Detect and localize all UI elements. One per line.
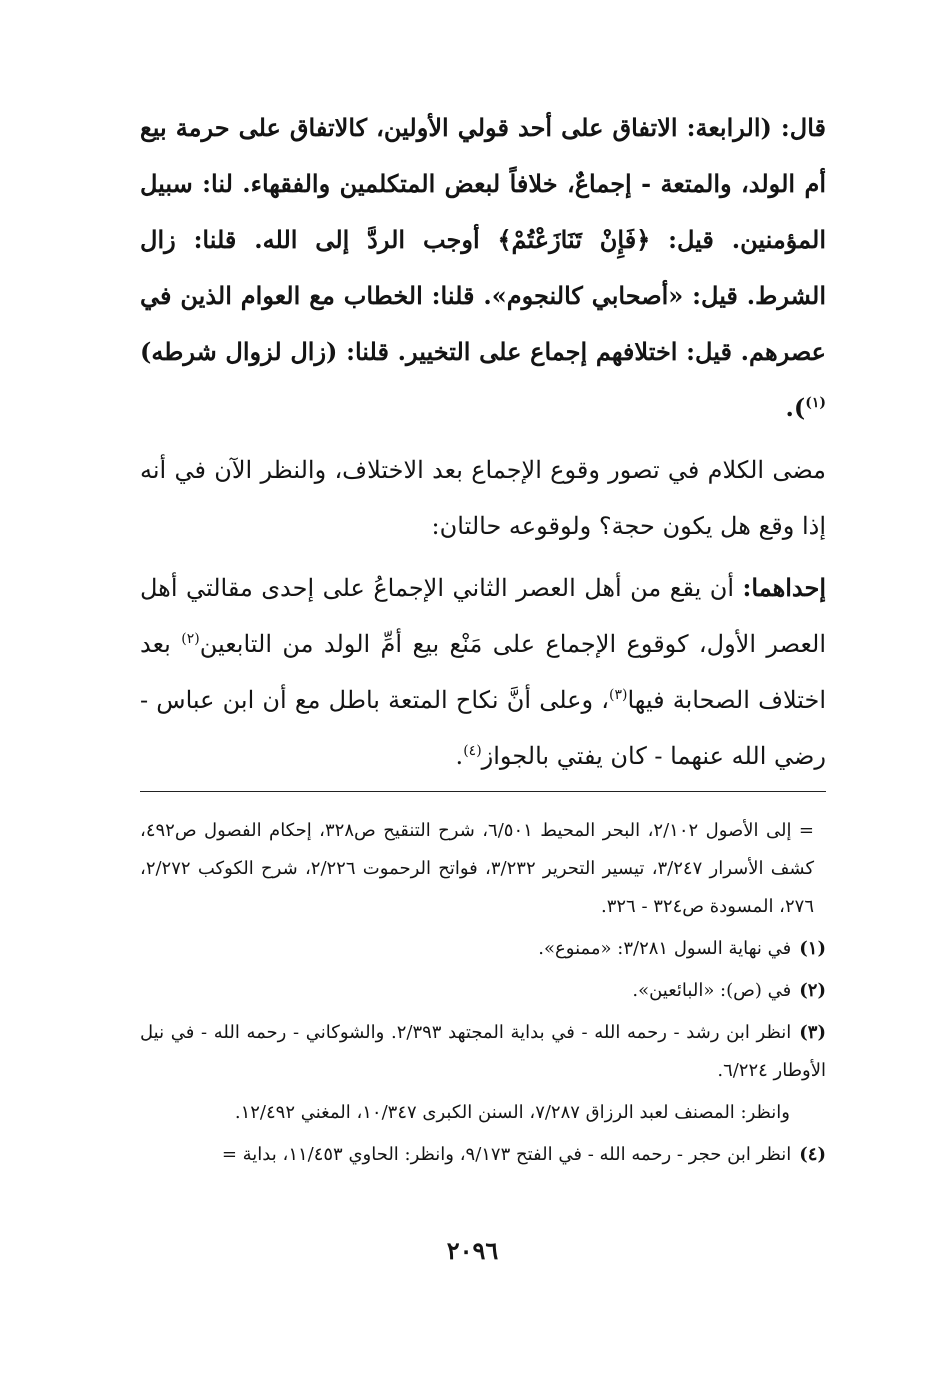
- footnote-1-number: (١): [799, 938, 826, 959]
- paragraph-first-case: [140, 560, 826, 784]
- footnote-1-text: في نهاية السول ٣/٢٨١: «ممنوع».: [538, 938, 792, 959]
- paragraph-first-case-text-2: بعد اختلاف الصحابة فيها: [140, 630, 827, 714]
- main-text: [140, 100, 826, 784]
- footnote-3-number: (٣): [799, 1022, 826, 1043]
- paragraph-first-case-lead: إحداهما:: [742, 573, 827, 602]
- footnote-3-text: انظر ابن رشد - رحمه الله - في بداية المجتهد ٢/٣٩٣. والشوكاني - رحمه الله - في نيل الأوطار ٦/٢٢٤.: [140, 1022, 826, 1081]
- footnote-3-extra-text: وانظر: المصنف لعبد الرزاق ٧/٢٨٧، السنن الكبرى ١٠/٣٤٧، المغني ١٢/٤٩٢.: [234, 1102, 790, 1123]
- paragraph-first-case-end: .: [455, 742, 464, 770]
- footnote-4: [140, 1136, 826, 1174]
- footnote-2-number: (٢): [799, 980, 826, 1001]
- footnote-ref-4[interactable]: (٤): [463, 743, 482, 759]
- footnote-4-number: (٤): [799, 1144, 826, 1165]
- paragraph-first-case-text-3: ، وعلى أنَّ نكاح المتعة باطل مع أن ابن عباس - رضي الله عنهما - كان يفتي بالجواز: [140, 686, 826, 770]
- footnote-4-text: انظر ابن حجر - رحمه الله - في الفتح ٩/١٧٣، وانظر: الحاوي ١١/٤٥٣، بداية =: [221, 1144, 792, 1165]
- footnote-3: [140, 1014, 826, 1090]
- footnote-separator: [140, 791, 826, 792]
- footnote-ref-3[interactable]: (٣): [609, 687, 628, 703]
- paragraph-quote-text: قال: (الرابعة: الاتفاق على أحد قولي الأولين، كالاتفاق على حرمة بيع أم الولد، والمتعة - إجماعٌ، خلافاً لبعض المتكلمين والفقهاء. لنا: سبيل المؤمنين. قيل: ﴿فَإِنْ تَنَازَعْتُمْ﴾ أوجب الردَّ إلى الله. قلنا: زال الشرط. قيل: «أصحابي كالنجوم». قلنا: الخطاب مع العوام الذين في عصرهم. قيل: اختلافهم إجماع على التخيير. قلنا: (زال لزوال شرطه): [140, 113, 826, 366]
- footnotes: [140, 812, 826, 1174]
- paragraph-quote: [140, 100, 826, 436]
- paragraph-intro-text: مضى الكلام في تصور وقوع الإجماع بعد الاختلاف، والنظر الآن في أنه إذا وقع هل يكون حجة؟ ولوقوعه حالتان:: [140, 456, 826, 540]
- page-number: ٢٠٩٦: [446, 1236, 499, 1265]
- footnote-2-text: في (ص): «البائعين».: [632, 980, 792, 1001]
- footnote-ref-2[interactable]: (٢): [181, 631, 200, 647]
- paragraph-intro: [140, 442, 826, 554]
- footnote-continuation: [140, 812, 826, 926]
- footnote-ref-1[interactable]: (١): [805, 395, 826, 411]
- paragraph-quote-end: ).: [785, 393, 806, 422]
- footnote-3-extra: [140, 1094, 826, 1132]
- footnote-2: [140, 972, 826, 1010]
- paragraph-first-case-text: أن يقع من أهل العصر الثاني الإجماعُ على إحدى مقالتي أهل العصر الأول، كوقوع الإجماع على مَنْع بيع أمِّ الولد من التابعين: [140, 574, 827, 658]
- footnote-1: [140, 930, 826, 968]
- footnote-continuation-text: = إلى الأصول ٢/١٠٢، البحر المحيط ٦/٥٠١، شرح التنقيح ص٣٢٨، إحكام الفصول ص٤٩٢، كشف الأسرار ٣/٢٤٧، تيسير التحرير ٣/٢٣٢، فواتح الرحموت ٢/٢٢٦، شرح الكوكب ٢/٢٧٢، ٢٧٦، المسودة ص٣٢٤ - ٣٢٦.: [140, 820, 815, 917]
